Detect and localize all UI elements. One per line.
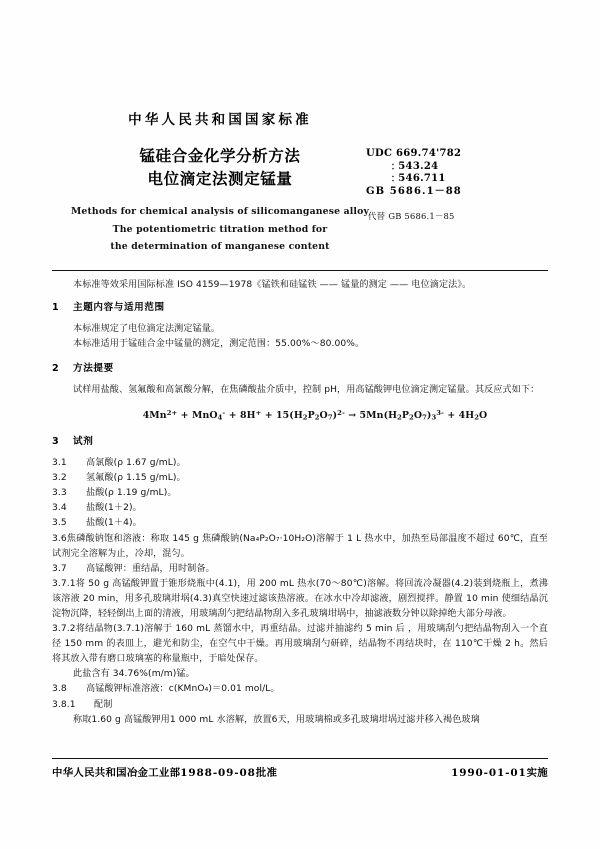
reagent-item	[52, 516, 548, 531]
reagent-3-6-number: 3.6	[52, 533, 67, 544]
reagent-number: 3.3	[52, 488, 67, 499]
reagent-3-7-1-number: 3.7.1	[52, 578, 76, 589]
footer-issuer-group	[52, 764, 277, 779]
footer-effective-group	[451, 764, 548, 779]
replaces-code: GB 5686.1－85	[388, 211, 455, 221]
header-divider-rule	[52, 270, 548, 271]
reagent-3-8-1-heading	[52, 698, 548, 713]
english-title-line-1: Methods for chemical analysis of silicomanganese alloy	[70, 206, 370, 217]
reagent-3-6-text: 焦磷酸钠饱和溶液：称取 145 g 焦磷酸钠(Na₄P₂O₇·10H₂O)溶解于 1 L 热水中，加热至局部温度不超过 60℃，直至试剂完全溶解为止，冷却，混匀。	[52, 533, 548, 559]
section-3-number: 3	[52, 435, 60, 447]
section-1-paragraph-2: 本标准适用于锰硅合金中锰量的测定，测定范围：55.00%～80.00%。	[73, 339, 365, 350]
footer-approved-suffix: 批准	[255, 767, 278, 779]
footer-effective-suffix: 实施	[526, 767, 548, 779]
reaction-equation: $4Mn^{2+} + MnO_4^- + 8H^+ + 15(H_2P_2O_7)^{2-} \to 5Mn(H_2P_2O_7)_3^{3-} + 4H_2O$	[142, 408, 488, 421]
reagent-3-7-1	[52, 577, 548, 622]
reagent-number: 3.5	[52, 518, 67, 529]
document-body	[52, 278, 548, 728]
reagent-3-8	[52, 682, 548, 697]
english-title-line-3: the determination of manganese content	[110, 241, 330, 252]
reagent-text: 盐酸(1＋4)。	[86, 518, 142, 529]
reagent-3-8-1-number: 3.8.1	[52, 699, 76, 710]
reagent-number: 3.4	[52, 503, 67, 514]
reagent-number: 3.1	[52, 458, 67, 469]
reagent-3-8-text: 高锰酸钾标准溶液：c(KMnO₄)＝0.01 mol/L。	[86, 684, 280, 695]
footer-effective-date: 1990-01-01	[451, 767, 527, 779]
reagent-3-7-1-text: 将 50 g 高锰酸钾置于锥形烧瓶中(4.1)，用 200 mL 热水(70～80℃)溶解。将回流冷凝器(4.2)装到烧瓶上，煮沸该溶液 20 min，用多孔玻璃坩埚(4.3)真空快速过滤该热溶液。在冰水中冷却滤液，剧烈搅拌。静置 10 min 使细结晶沉淀物沉降，轻轻倒出上面的清液，用玻璃刮勺把结晶物刮入多孔玻璃坩埚中，抽滤液数分钟以除掉绝大部分母液。	[52, 578, 548, 619]
standard-code: GB 5686.1－88	[366, 185, 462, 197]
section-3-title: 试剂	[73, 435, 94, 447]
reagent-item	[52, 501, 548, 516]
replaces-label: 代替	[368, 211, 386, 221]
udc-code-block	[366, 148, 546, 198]
section-1-title: 主题内容与适用范围	[73, 302, 165, 314]
reagent-3-7	[52, 562, 548, 577]
reagent-number: 3.2	[52, 473, 67, 484]
replaces-note	[368, 210, 548, 222]
section-3-heading	[52, 434, 548, 449]
reagent-3-7-2-text: 将结晶物(3.7.1)溶解于 160 mL 蒸馏水中，再重结晶。过滤并抽滤约 5 min 后 ，用玻璃刮勺把结晶物刮入一个直径 150 mm 的表皿上，避光和防尘，在空气中干燥。再用玻璃刮勺研碎，结晶物不再结块时，在 110℃干燥 2 h。然后将其放入带有磨口玻璃塞的称量瓶中，于暗处保存。	[52, 624, 548, 665]
section-2-title: 方法提要	[73, 363, 114, 375]
reagent-3-7-text: 高锰酸钾：重结晶，用时制备。	[86, 563, 215, 574]
reagent-item	[52, 471, 548, 486]
reagent-text: 盐酸(ρ 1.19 g/mL)。	[86, 488, 177, 499]
reagent-3-6	[52, 532, 548, 562]
reagent-3-7-2-number: 3.7.2	[52, 624, 76, 635]
section-2-heading	[52, 361, 548, 376]
section-2-number: 2	[52, 363, 60, 375]
reagent-text: 高氯酸(ρ 1.67 g/mL)。	[86, 458, 186, 469]
iso-equivalence-note: 本标准等效采用国际标准 ISO 4159—1978《锰铁和硅锰铁 —— 锰量的测定 —— 电位滴定法》。	[73, 280, 472, 290]
reagent-3-7-2	[52, 622, 548, 667]
reagent-3-7-number: 3.7	[52, 563, 67, 574]
udc-line-3: ﹕546.711	[388, 173, 446, 185]
page-footer	[52, 764, 548, 779]
footer-approved-date: 1988-09-08	[180, 767, 256, 779]
reagent-3-8-number: 3.8	[52, 684, 67, 695]
national-standard-heading: 中华人民共和国国家标准	[128, 112, 312, 128]
reagent-3-7-2-note: 此盐含有 34.76%(m/m)锰。	[73, 669, 195, 680]
reagent-text: 盐酸(1＋2)。	[86, 503, 142, 514]
section-1-heading	[52, 300, 548, 315]
section-1-paragraph-1: 本标准规定了电位滴定法测定锰量。	[73, 324, 221, 335]
reagent-item	[52, 486, 548, 501]
udc-line-2: ﹕543.24	[388, 160, 439, 172]
reagent-item	[52, 456, 548, 471]
standard-title-line-2: 电位滴定法测定锰量	[147, 170, 293, 188]
udc-line-1: UDC 669.74'782	[366, 148, 462, 159]
reagent-text: 氢氟酸(ρ 1.15 g/mL)。	[86, 473, 186, 484]
reagent-3-8-1-text: 称取1.60 g 高锰酸钾用1 000 mL 水溶解，放置6天，用玻璃棉或多孔玻璃坩埚过滤并移入褐色玻璃	[73, 714, 480, 725]
footer-divider-rule	[52, 758, 548, 759]
section-2-paragraph-1: 试样用盐酸、氢氟酸和高氯酸分解，在焦磷酸盐介质中，控制 pH，用高锰酸钾电位滴定测定锰量。其反应式如下：	[73, 385, 540, 396]
standard-title-line-1: 锰硅合金化学分析方法	[139, 147, 301, 165]
reagent-3-8-1-title: 配制	[94, 699, 113, 710]
english-title-line-2: The potentiometric titration method for	[112, 223, 328, 235]
footer-issuer: 中华人民共和国冶金工业部	[52, 767, 181, 779]
section-1-number: 1	[52, 302, 60, 314]
